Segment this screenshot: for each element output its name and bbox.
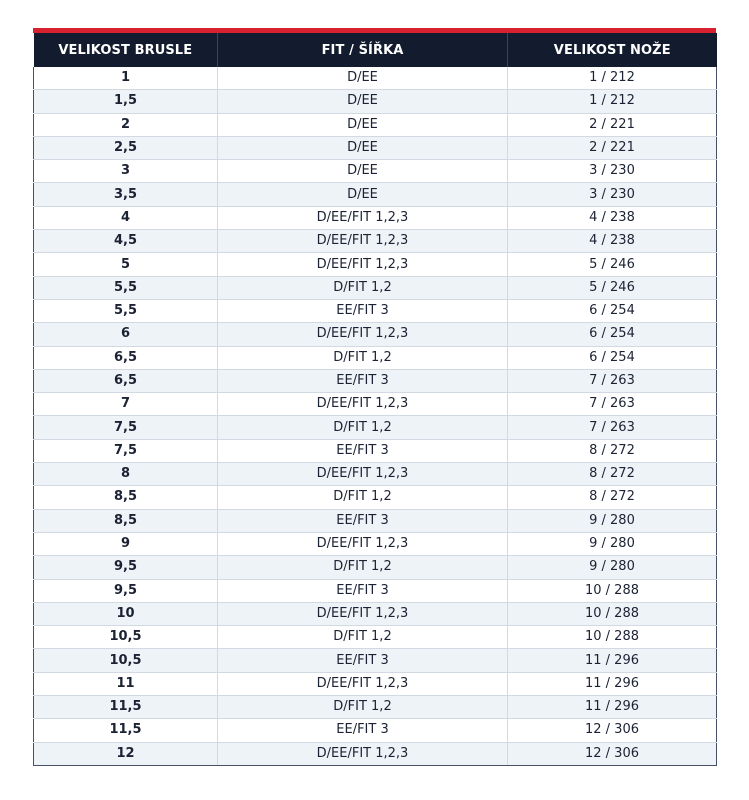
fit-width-cell: D/FIT 1,2 [218, 626, 508, 649]
skate-size-cell: 2,5 [34, 136, 218, 159]
blade-size-cell: 9 / 280 [508, 532, 717, 555]
fit-width-cell: D/EE/FIT 1,2,3 [218, 206, 508, 229]
table-row [34, 463, 717, 486]
blade-size-cell: 5 / 246 [508, 276, 717, 299]
blade-size-cell: 11 / 296 [508, 696, 717, 719]
skate-size-cell: 11,5 [34, 719, 218, 742]
table-row [34, 696, 717, 719]
table-row [34, 183, 717, 206]
table-row [34, 439, 717, 462]
skate-size-cell: 1,5 [34, 90, 218, 113]
size-table [33, 33, 717, 766]
skate-size-cell: 4 [34, 206, 218, 229]
table-row [34, 276, 717, 299]
skate-size-cell: 10 [34, 602, 218, 625]
table-row [34, 90, 717, 113]
blade-size-cell: 7 / 263 [508, 393, 717, 416]
table-row [34, 346, 717, 369]
header-row [34, 33, 717, 67]
skate-size-cell: 7,5 [34, 416, 218, 439]
blade-size-cell: 8 / 272 [508, 439, 717, 462]
skate-size-cell: 5 [34, 253, 218, 276]
fit-width-cell: EE/FIT 3 [218, 579, 508, 602]
blade-size-cell: 10 / 288 [508, 602, 717, 625]
skate-size-cell: 3,5 [34, 183, 218, 206]
fit-width-cell: D/EE/FIT 1,2,3 [218, 230, 508, 253]
fit-width-cell: D/EE/FIT 1,2,3 [218, 602, 508, 625]
size-chart [33, 28, 716, 766]
blade-size-cell: 2 / 221 [508, 136, 717, 159]
table-header [34, 33, 717, 67]
table-row [34, 160, 717, 183]
blade-size-cell: 4 / 238 [508, 206, 717, 229]
blade-size-cell: 11 / 296 [508, 649, 717, 672]
skate-size-cell: 3 [34, 160, 218, 183]
blade-size-cell: 7 / 263 [508, 369, 717, 392]
table-row [34, 626, 717, 649]
table-row [34, 719, 717, 742]
table-row [34, 67, 717, 90]
table-row [34, 206, 717, 229]
fit-width-cell: EE/FIT 3 [218, 719, 508, 742]
fit-width-cell: D/EE/FIT 1,2,3 [218, 532, 508, 555]
skate-size-cell: 8,5 [34, 486, 218, 509]
fit-width-cell: D/EE [218, 67, 508, 90]
blade-size-cell: 4 / 238 [508, 230, 717, 253]
table-row [34, 579, 717, 602]
fit-width-cell: D/EE/FIT 1,2,3 [218, 323, 508, 346]
skate-size-cell: 11,5 [34, 696, 218, 719]
skate-size-cell: 4,5 [34, 230, 218, 253]
blade-size-cell: 8 / 272 [508, 486, 717, 509]
header-skate-size: VELIKOST BRUSLE [34, 33, 218, 67]
table-row [34, 649, 717, 672]
skate-size-cell: 7,5 [34, 439, 218, 462]
skate-size-cell: 9,5 [34, 556, 218, 579]
fit-width-cell: D/FIT 1,2 [218, 346, 508, 369]
table-row [34, 253, 717, 276]
skate-size-cell: 12 [34, 742, 218, 765]
blade-size-cell: 11 / 296 [508, 672, 717, 695]
table-row [34, 230, 717, 253]
skate-size-cell: 10,5 [34, 649, 218, 672]
fit-width-cell: EE/FIT 3 [218, 439, 508, 462]
table-row [34, 416, 717, 439]
fit-width-cell: D/FIT 1,2 [218, 556, 508, 579]
skate-size-cell: 6,5 [34, 369, 218, 392]
table-row [34, 602, 717, 625]
skate-size-cell: 6,5 [34, 346, 218, 369]
skate-size-cell: 7 [34, 393, 218, 416]
table-row [34, 486, 717, 509]
table-row [34, 742, 717, 765]
skate-size-cell: 10,5 [34, 626, 218, 649]
skate-size-cell: 5,5 [34, 276, 218, 299]
skate-size-cell: 9,5 [34, 579, 218, 602]
fit-width-cell: D/EE/FIT 1,2,3 [218, 253, 508, 276]
fit-width-cell: EE/FIT 3 [218, 509, 508, 532]
table-row [34, 672, 717, 695]
skate-size-cell: 11 [34, 672, 218, 695]
fit-width-cell: D/EE [218, 90, 508, 113]
blade-size-cell: 3 / 230 [508, 183, 717, 206]
table-row [34, 393, 717, 416]
table-row [34, 532, 717, 555]
table-row [34, 136, 717, 159]
blade-size-cell: 6 / 254 [508, 346, 717, 369]
header-fit-width: FIT / ŠÍŘKA [218, 33, 508, 67]
blade-size-cell: 9 / 280 [508, 556, 717, 579]
fit-width-cell: D/EE [218, 113, 508, 136]
header-blade-size: VELIKOST NOŽE [508, 33, 717, 67]
fit-width-cell: D/FIT 1,2 [218, 696, 508, 719]
blade-size-cell: 6 / 254 [508, 299, 717, 322]
skate-size-cell: 1 [34, 67, 218, 90]
blade-size-cell: 10 / 288 [508, 626, 717, 649]
skate-size-cell: 9 [34, 532, 218, 555]
fit-width-cell: D/EE/FIT 1,2,3 [218, 742, 508, 765]
blade-size-cell: 9 / 280 [508, 509, 717, 532]
blade-size-cell: 8 / 272 [508, 463, 717, 486]
skate-size-cell: 8 [34, 463, 218, 486]
fit-width-cell: D/EE [218, 183, 508, 206]
skate-size-cell: 5,5 [34, 299, 218, 322]
fit-width-cell: EE/FIT 3 [218, 369, 508, 392]
blade-size-cell: 5 / 246 [508, 253, 717, 276]
table-row [34, 509, 717, 532]
blade-size-cell: 1 / 212 [508, 67, 717, 90]
fit-width-cell: EE/FIT 3 [218, 299, 508, 322]
blade-size-cell: 6 / 254 [508, 323, 717, 346]
fit-width-cell: EE/FIT 3 [218, 649, 508, 672]
blade-size-cell: 10 / 288 [508, 579, 717, 602]
blade-size-cell: 2 / 221 [508, 113, 717, 136]
blade-size-cell: 3 / 230 [508, 160, 717, 183]
blade-size-cell: 12 / 306 [508, 719, 717, 742]
table-row [34, 113, 717, 136]
fit-width-cell: D/EE/FIT 1,2,3 [218, 672, 508, 695]
table-row [34, 299, 717, 322]
fit-width-cell: D/EE [218, 136, 508, 159]
table-row [34, 556, 717, 579]
skate-size-cell: 2 [34, 113, 218, 136]
table-row [34, 369, 717, 392]
blade-size-cell: 1 / 212 [508, 90, 717, 113]
blade-size-cell: 7 / 263 [508, 416, 717, 439]
fit-width-cell: D/FIT 1,2 [218, 276, 508, 299]
table-row [34, 323, 717, 346]
fit-width-cell: D/EE [218, 160, 508, 183]
skate-size-cell: 8,5 [34, 509, 218, 532]
table-body [34, 67, 717, 765]
fit-width-cell: D/FIT 1,2 [218, 416, 508, 439]
skate-size-cell: 6 [34, 323, 218, 346]
fit-width-cell: D/EE/FIT 1,2,3 [218, 393, 508, 416]
blade-size-cell: 12 / 306 [508, 742, 717, 765]
fit-width-cell: D/EE/FIT 1,2,3 [218, 463, 508, 486]
fit-width-cell: D/FIT 1,2 [218, 486, 508, 509]
